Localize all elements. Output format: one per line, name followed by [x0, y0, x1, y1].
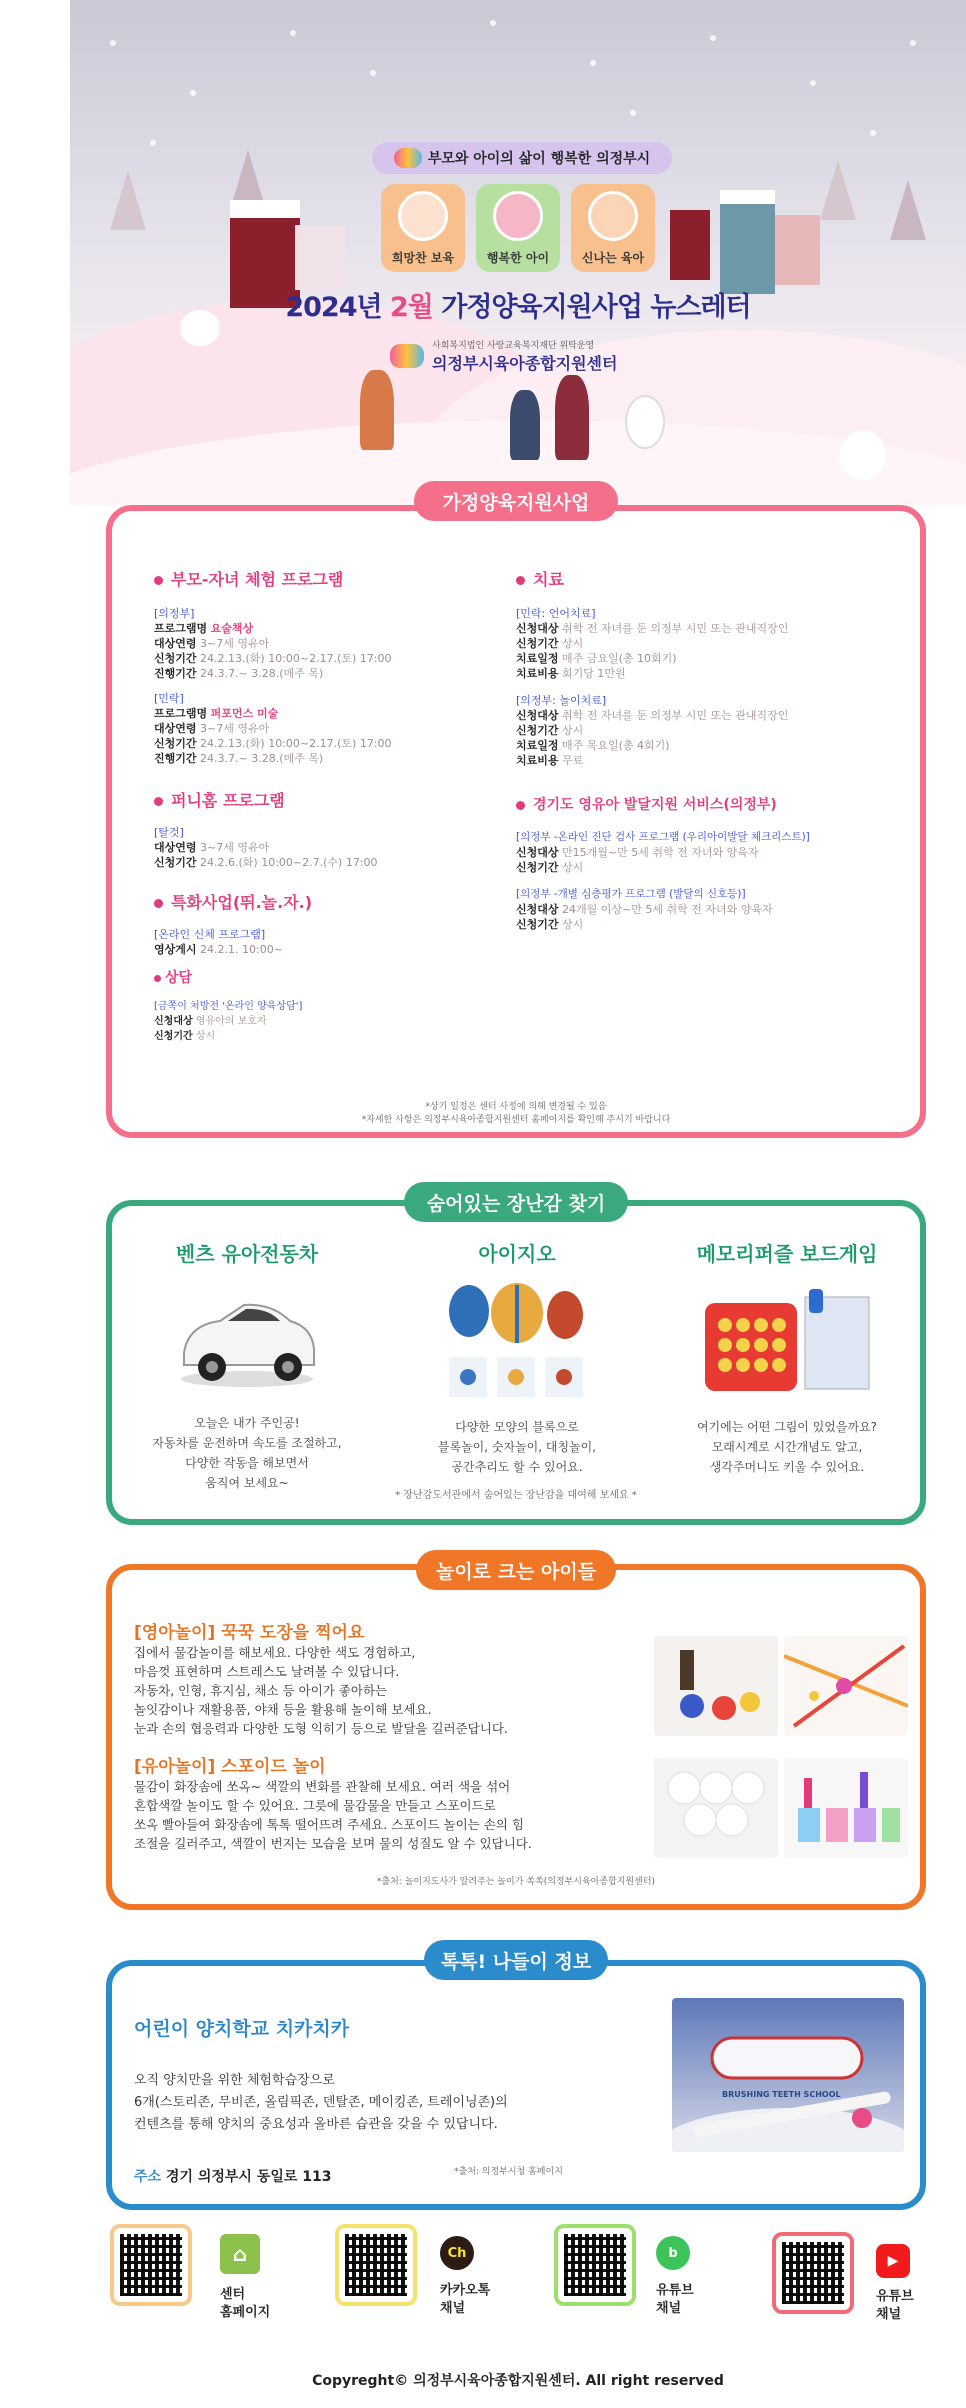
section-title: 톡톡! 나들이 정보 [424, 1940, 608, 1980]
bullet-icon [516, 801, 525, 810]
home-care-section [106, 491, 926, 1138]
blog-qr[interactable] [554, 2224, 636, 2306]
bullet-icon [154, 576, 163, 585]
youtube-icon[interactable]: ▶ [876, 2244, 910, 2278]
infant-play: [영아놀이] 꾹꾹 도장을 찍어요 집에서 물감놀이를 해보세요. 다양한 색도 경험하고, 마음껏 표현하며 스트레스도 날려볼 수 있답니다. 자동차, 인형, 휴지심, 채소 등 아이가 좋아하는 놀잇감이나 재활용품, 야채 등을 활용해 놀이해 보세요. 눈과 손의 협응력과 다양한 도형 익히기 등으로 발달을 길러준답니다. [134, 1618, 654, 1738]
counsel-heading: 상담 [154, 967, 514, 987]
therapy-block-play: [의정부: 놀이치료] 신청대상 취학 전 자녀를 둔 의정부 시민 또는 관내직장인 신청기간 상시 치료일정 매주 목요일(총 4회기) 치료비용 무료 [516, 694, 789, 767]
snowman [625, 395, 665, 449]
father-figure [555, 375, 589, 460]
badge-fun: 신나는 육아 [571, 184, 655, 272]
toy-card-memory: 메모리퍼즐 보드게임 여기에는 어떤 그림이 있었을까요? 모래시계로 시간개념도 알고, 생각주머니도 키울 수 있어요. [652, 1238, 922, 1477]
section-title: 놀이로 크는 아이들 [416, 1550, 616, 1590]
org-logo: 사회복지법인 사랑교육복지재단 위탁운영 의정부시육아종합지원센터 [390, 338, 617, 374]
special-heading: 특화사업(뛰.놀.자.) [154, 890, 514, 913]
program-block-uijeongbu: [의정부] 프로그램명 요술책상 대상연령 3~7세 영유아 신청기간 24.2.13.(화) 10:00~2.17.(토) 17:00 진행기간 24.3.7.~ 3.28.(매주 목) [154, 607, 392, 680]
stamp-play-photo-1 [654, 1636, 778, 1736]
therapy-block-speech: [민락: 언어치료] 신청대상 취학 전 자녀를 둔 의정부 시민 또는 관내직장인 신청기간 상시 치료일정 매주 금요일(총 10회기) 치료비용 회기당 1만원 [516, 607, 789, 680]
bullet-icon [154, 899, 163, 908]
polar-bear [840, 430, 886, 480]
memory-puzzle-image [697, 1283, 877, 1403]
igio-blocks-image [437, 1277, 597, 1407]
left-column [154, 567, 514, 1044]
kakao-icon[interactable]: Ch [440, 2236, 474, 2270]
kakao-qr[interactable] [335, 2224, 417, 2306]
parent-child-icon [588, 191, 638, 241]
toy-desc: 다양한 모양의 블록으로 블록놀이, 숫자놀이, 대칭놀이, 공간추리도 할 수 있어요. [437, 1420, 597, 1474]
children-icon [398, 191, 448, 241]
hero-tagline: 부모와 아이의 삶이 행복한 의정부시 [372, 142, 672, 174]
mother-figure [360, 370, 394, 450]
kakao-label[interactable]: 카카오톡 채널 [440, 2283, 491, 2316]
toy-desc: 여기에는 어떤 그림이 있었을까요? 모래시계로 시간개념도 알고, 생각주머니도 키울 수 있어요. [696, 1420, 878, 1474]
heart-child-icon [493, 191, 543, 241]
home-icon[interactable]: ⌂ [220, 2234, 260, 2274]
counsel-block: [금쪽이 처방전 '온라인 양육상담'] 신청대상 영유아의 보호자 신청기간 상시 [154, 1001, 303, 1042]
outing-description: 오직 양치만을 위한 체험학습장으로 6개(스토리존, 무비존, 올림픽존, 덴탈존, 메이킹존, 트레이닝존)의 컨텐츠를 통해 양치의 중요성과 올바른 습관을 갖을 수 있답니다. [134, 2073, 508, 2132]
footer-links [70, 2210, 966, 2360]
toy-desc: 오늘은 내가 주인공! 자동차를 운전하며 속도를 조절하고, 다양한 작동을 해보면서 움직여 보세요~ [152, 1416, 342, 1490]
program-heading: 부모-자녀 체험 프로그램 [154, 567, 514, 590]
badge-hope: 희망찬 보육 [381, 184, 465, 272]
youtube-label[interactable]: 유튜브 채널 [876, 2289, 914, 2322]
infant-play-heading: [영아놀이] 꾹꾹 도장을 찍어요 [134, 1623, 365, 1643]
section-notes: *상기 일정은 센터 사정에 의해 변경될 수 있음 *자세한 사항은 의정부시육아종합지원센터 홈페이지를 확인해 주시기 바랍니다 [361, 1102, 671, 1125]
section-note: *출처: 의정부시청 홈페이지 [454, 2167, 563, 2177]
youtube-qr[interactable] [772, 2232, 854, 2314]
toddler-play: [유아놀이] 스포이드 놀이 물감이 화장솜에 쏘옥~ 색깔의 변화를 관찰해 보세요. 여러 색을 섞어 혼합색깔 놀이도 할 수 있어요. 그릇에 물감물을 만들고 스포이드로 쏘옥 빨아들여 화장솜에 톡톡 떨어뜨려 주세요. 스포이드 놀이는 손의 힘 조절을 길러주고, 색깔이 번지는 모습을 보며 물의 성질도 알 수 있답니다. [134, 1752, 654, 1853]
hero-banner [70, 0, 966, 505]
bullet-icon [154, 797, 163, 806]
funhome-heading: 퍼니홈 프로그램 [154, 788, 514, 811]
badge-happy: 행복한 아이 [476, 184, 560, 272]
bullet-icon [516, 576, 525, 585]
funhome-block: [탈것] 대상연령 3~7세 영유아 신청기간 24.2.6.(화) 10:00~2.7.(수) 17:00 [154, 826, 378, 869]
toddler-play-heading: [유아놀이] 스포이드 놀이 [134, 1757, 326, 1777]
dev-block-online: [의정부 -온라인 진단 검사 프로그램 (우리아이발달 체크리스트)] 신청대상 만15개월~만 5세 취학 전 자녀와 양육자 신청기간 상시 [516, 831, 810, 874]
right-column [516, 567, 916, 932]
blog-icon[interactable]: b [656, 2236, 690, 2270]
homepage-qr[interactable] [110, 2224, 192, 2306]
dev-support-heading: 경기도 영유아 발달지원 서비스(의정부) [516, 794, 916, 814]
outing-address: 주소 경기 의정부시 동일로 113 [134, 2169, 332, 2185]
city-logo-icon [394, 148, 422, 168]
toy-section [106, 1192, 926, 1525]
section-note: * 장난감도서관에서 숨어있는 장난감을 대여해 보세요 * [395, 1490, 637, 1501]
section-note: *출처: 놀이지도사가 알려주는 놀이가 쏙쏙(의정부시육아종합지원센터) [376, 1877, 656, 1887]
stamp-play-photo-2 [784, 1636, 908, 1736]
homepage-label[interactable]: 센터 홈페이지 [220, 2287, 271, 2320]
center-logo-icon [390, 344, 424, 368]
outing-heading: 어린이 양치학교 치카치카 [134, 2018, 350, 2040]
program-block-minrak: [민락] 프로그램명 퍼포먼스 미술 대상연령 3~7세 영유아 신청기간 24.2.13.(화) 10:00~2.17.(토) 17:00 진행기간 24.3.7.~ 3.28.(매주 목) [154, 692, 392, 765]
therapy-heading: 치료 [516, 567, 916, 590]
special-block: [온라인 신체 프로그램] 영상게시 24.2.1. 10:00~ [154, 928, 283, 956]
dropper-play-photo-2 [784, 1758, 908, 1858]
house-left-small [295, 225, 345, 290]
newsletter-page [70, 0, 966, 2408]
house-right [670, 210, 710, 280]
blog-label[interactable]: 유튜브 채널 [656, 2283, 694, 2316]
outing-section [106, 1950, 926, 2210]
play-section [106, 1560, 926, 1910]
house-right-blue [720, 190, 775, 294]
bullet-icon [154, 975, 161, 982]
section-title: 가정양육지원사업 [414, 481, 618, 521]
house-right-pink [775, 215, 820, 285]
toy-card-igio: 아이지오 다양한 모양의 블록으로 블록놀이, 숫자놀이, 대칭놀이, 공간추리도 할 수 있어요. [382, 1238, 652, 1477]
copyright: Copyreght© 의정부시육아종합지원센터. All right reserved [312, 2373, 724, 2389]
newsletter-title: 2024년 2월 가정양육지원사업 뉴스레터 [285, 292, 751, 323]
electric-car-image [172, 1283, 322, 1393]
toy-card-car: 벤츠 유아전동차 오늘은 내가 주인공! 자동차를 운전하며 속도를 조절하고, 다양한 작동을 해보면서 움직여 보세요~ [112, 1238, 382, 1493]
toothbrush-school-photo: BRUSHING TEETH SCHOOL [672, 1998, 904, 2152]
child-figure [510, 390, 540, 460]
dev-block-individual: [의정부 -개별 심층평가 프로그램 (발달의 신호등)] 신청대상 24개월 이상~만 5세 취학 전 자녀와 양육자 신청기간 상시 [516, 888, 773, 931]
section-title: 숨어있는 장난감 찾기 [404, 1182, 628, 1222]
dropper-play-photo-1 [654, 1758, 778, 1858]
